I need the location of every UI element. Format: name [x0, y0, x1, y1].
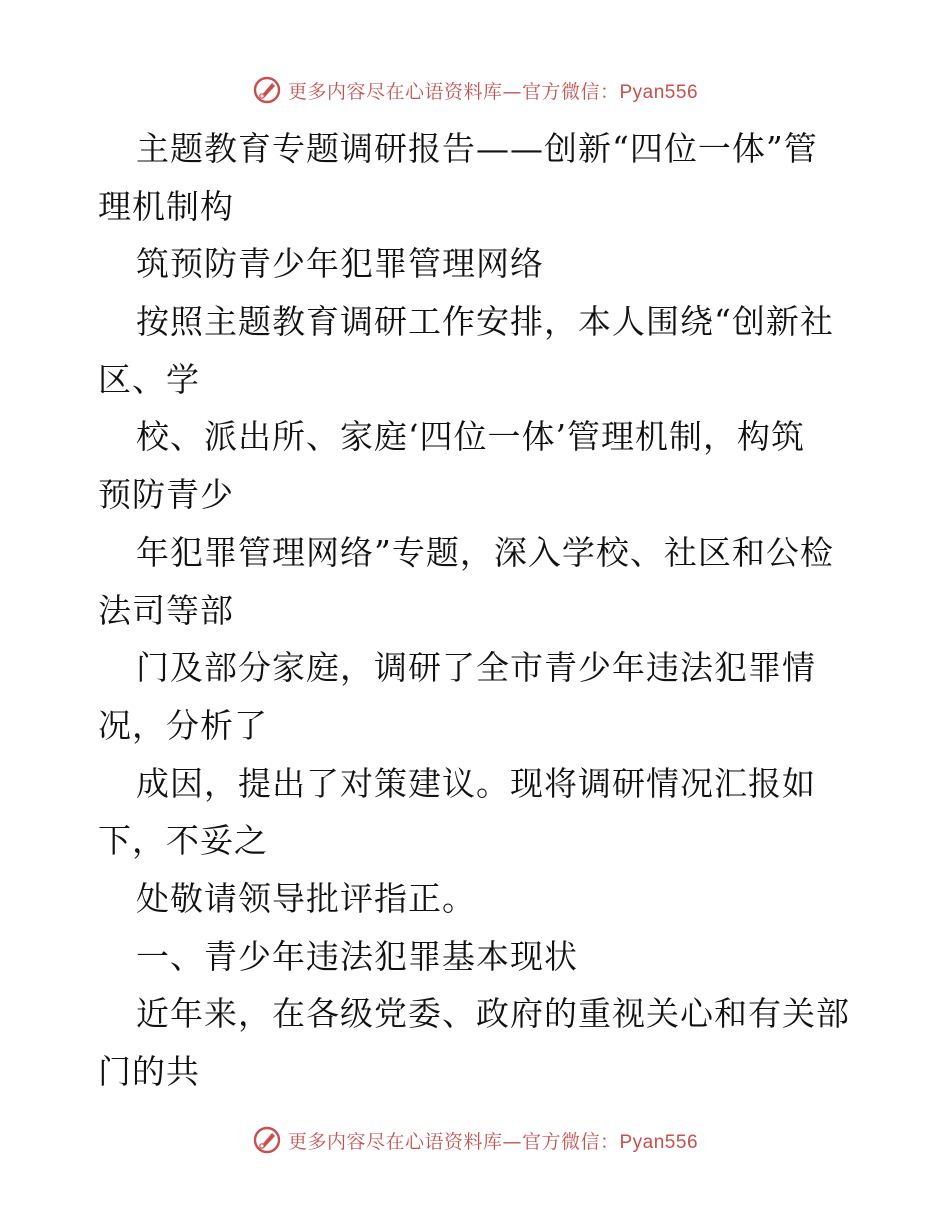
watermark-label [288, 1127, 698, 1154]
document-line: 一、青少年违法犯罪基本现状 [136, 936, 578, 976]
watermark-label [288, 77, 698, 104]
document-line: 门及部分家庭，调研了全市青少年违法犯罪情 [136, 648, 816, 688]
document-line: 法司等部 [98, 590, 234, 630]
document-line: 况，分析了 [98, 705, 268, 745]
document-line: 校、派出所、家庭‘四位一体’管理机制，构筑 [136, 417, 805, 457]
pen-nib-logo-icon [252, 75, 282, 105]
document-line: 成因，提出了对策建议。现将调研情况汇报如 [136, 763, 816, 803]
watermark-text: 更多内容尽在心语资料库—官方微信： [287, 80, 620, 103]
footer-watermark [0, 1122, 950, 1158]
header-watermark [0, 72, 950, 108]
pen-nib-logo-icon [252, 1125, 282, 1155]
document-line: 近年来，在各级党委、政府的重视关心和有关部 [136, 994, 850, 1034]
document-line: 筑预防青少年犯罪管理网络 [136, 244, 544, 284]
document-body [98, 120, 858, 1101]
document-line: 区、学 [98, 359, 200, 399]
watermark-text: 更多内容尽在心语资料库—官方微信： [287, 1130, 620, 1153]
document-line: 年犯罪管理网络”专题，深入学校、社区和公检 [136, 532, 834, 572]
document-line: 下，不妥之 [98, 821, 268, 861]
document-line: 预防青少 [98, 475, 234, 515]
watermark-account: Pyan556 [619, 1131, 699, 1153]
document-line: 按照主题教育调研工作安排，本人围绕“创新社 [136, 302, 834, 342]
watermark-account: Pyan556 [619, 81, 699, 103]
document-line: 理机制构 [98, 186, 234, 226]
document-line: 主题教育专题调研报告——创新“四位一体”管 [136, 129, 818, 168]
document-line: 处敬请领导批评指正。 [136, 878, 476, 918]
document-line: 门的共 [98, 1052, 200, 1091]
